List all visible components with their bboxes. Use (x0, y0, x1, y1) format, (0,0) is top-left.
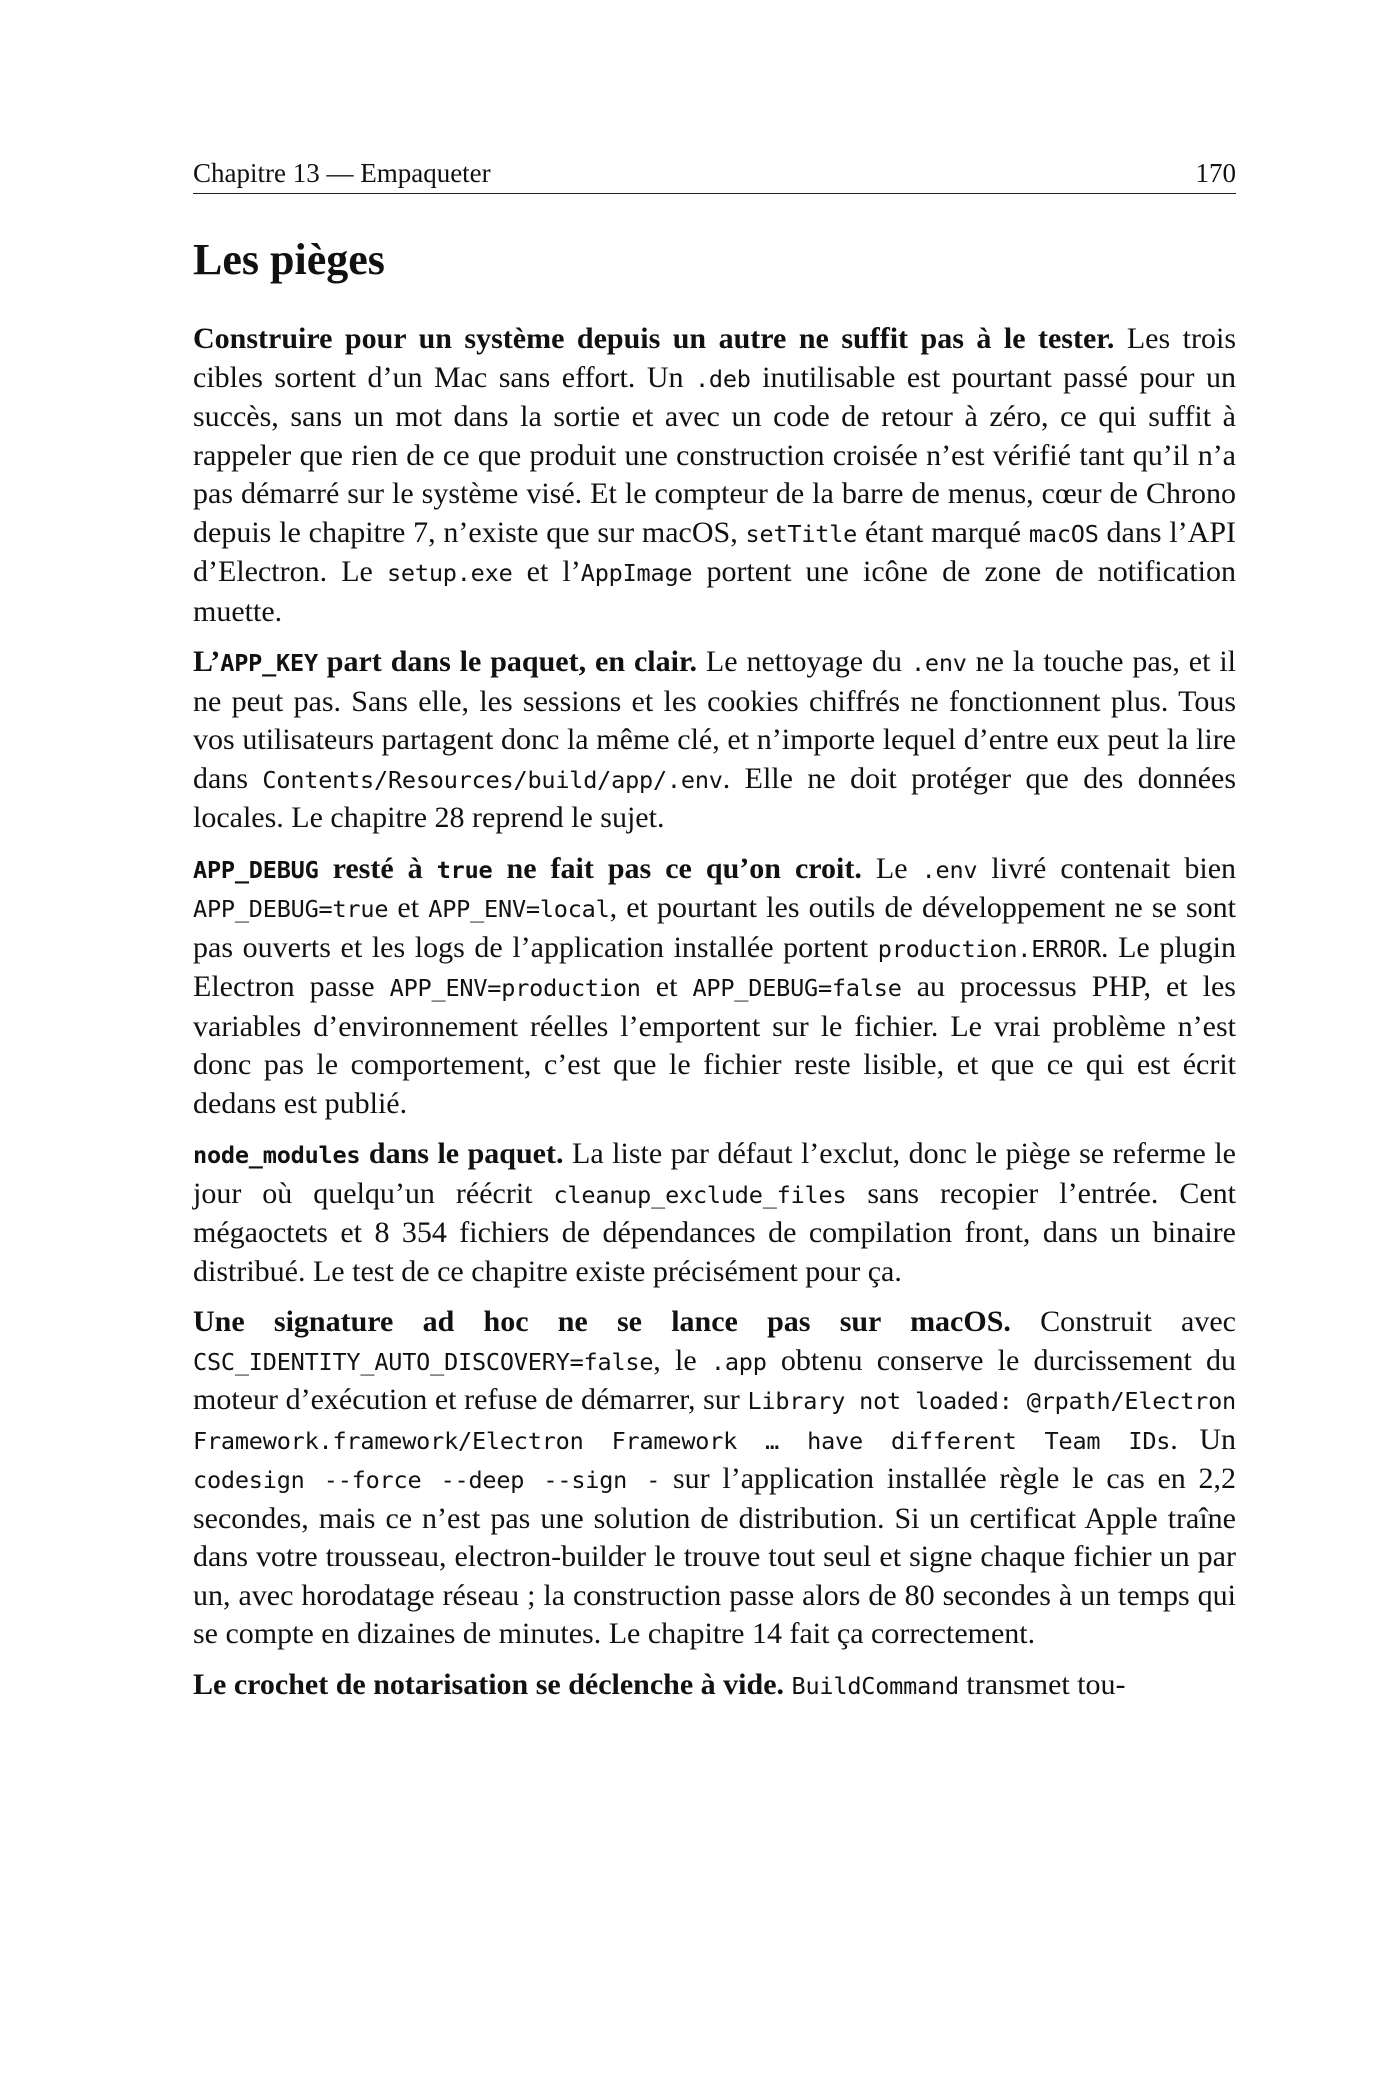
inline-code: APP_ENV=production (389, 974, 641, 1003)
text: sur l’application installée règle le cas en 2,2 secondes, mais ce n’est pas une solution de distribution. Si un certificat Apple traîne dans votre trousseau, electron-builder le trouve tout seul et signe chaque fichier un par un, avec horodatage réseau ; la construction passe alors de 80 secondes à un temps qui se compte en dizaines de minutes. Le chapitre 14 fait ça correctement. (193, 1462, 1237, 1651)
inline-code: .env (910, 649, 967, 678)
text: étant marqué (857, 515, 1029, 549)
text: . Un (1170, 1422, 1236, 1456)
inline-code: CSC_IDENTITY_AUTO_DISCOVERY=false (193, 1347, 654, 1376)
document-page (193, 158, 1236, 1717)
text: Le nettoyage du (697, 645, 911, 679)
text: Le (861, 851, 922, 885)
text: livré contenait bien (977, 851, 1237, 885)
inline-code: .env (921, 855, 978, 884)
text: au processus PHP, et les variables d’environnement réelles l’emportent sur le fichier. Le vrai problème n’est donc pas le comportement, c’est que le fichier reste lisible, et que ce qui est écrit dedans est publié. (193, 970, 1236, 1120)
paragraph-app-key (193, 643, 1236, 838)
paragraph-cross-build (193, 320, 1236, 631)
inline-code: setup.exe (386, 559, 513, 588)
inline-code: true (436, 855, 493, 884)
inline-code: node_modules (193, 1141, 361, 1170)
text: et (640, 970, 693, 1004)
inline-code: APP_DEBUG=false (692, 974, 902, 1003)
text: . Le plugin Electron passe (193, 930, 1237, 1004)
text: transmet tou- (958, 1667, 1126, 1701)
text: et l’ (512, 555, 581, 589)
text: et (388, 891, 429, 925)
text: sans recopier l’entrée. Cent mégaoctets et 8 354 fichiers de dépendances de compilation front, dans un binaire distribué. Le test de ce chapitre existe précisément pour ça. (193, 1176, 1237, 1288)
inline-code: .deb (694, 364, 751, 393)
paragraph-lead (193, 1137, 564, 1170)
text: dans le paquet. (360, 1137, 564, 1171)
inline-code: APP_ENV=local (428, 895, 610, 924)
text: , et pourtant les outils de développement ne se sont pas ouverts et les logs de l’application installée portent (193, 891, 1236, 964)
text: , le (653, 1343, 711, 1377)
inline-code: .app (710, 1347, 767, 1376)
paragraph-lead (193, 645, 697, 678)
paragraph-node-modules (193, 1135, 1236, 1291)
text: part dans le paquet, en clair. (317, 645, 697, 679)
inline-code: APP_DEBUG=true (193, 895, 389, 924)
inline-code: macOS (1028, 519, 1099, 548)
inline-code: production.ERROR (877, 934, 1101, 963)
paragraph-ad-hoc-signature (193, 1303, 1236, 1654)
text: La liste par défaut l’exclut, donc le piège se referme le jour où quelqu’un réécrit (193, 1137, 1236, 1210)
inline-code: BuildCommand (791, 1671, 959, 1700)
inline-code: AppImage (580, 559, 693, 588)
paragraph-lead: Une signature ad hoc ne se lance pas sur macOS. (193, 1305, 1011, 1339)
inline-code: APP_DEBUG (193, 855, 319, 884)
paragraph-notarization (193, 1666, 1236, 1706)
text: ne fait pas ce qu’on croit. (492, 851, 862, 885)
text: resté à (318, 851, 437, 885)
chapter-title: Chapitre 13 — Empaqueter (193, 158, 491, 188)
inline-code: codesign --force --deep --sign - (193, 1466, 661, 1495)
inline-code: cleanup_exclude_files (553, 1180, 847, 1209)
running-header (193, 158, 1236, 194)
text: dans l’API d’Electron. Le (193, 515, 1237, 589)
paragraph-app-debug (193, 850, 1236, 1124)
page-number: 170 (1195, 158, 1236, 188)
text (784, 1668, 792, 1701)
text: portent une icône de zone de notification muette. (193, 555, 1236, 628)
text: Construit avec (1010, 1305, 1236, 1339)
inline-code: setTitle (745, 519, 858, 548)
text: Les trois cibles sortent d’un Mac sans effort. Un (193, 322, 1236, 394)
inline-code: APP_KEY (220, 649, 318, 678)
text: L’ (193, 645, 221, 679)
inline-code: Library not loaded: @rpath/Electron Framework.framework/Electron Framework … have different Team IDs (193, 1387, 1236, 1455)
text: ne la touche pas, et il ne peut pas. Sans elle, les sessions et les cookies chiffrés ne fonctionnent plus. Tous vos utilisateurs partagent donc la même clé, et n’importe lequel d’entre eux peut la lire dans (193, 645, 1236, 795)
inline-code: Contents/Resources/build/app/.env (262, 765, 723, 794)
paragraph-lead (193, 852, 862, 885)
paragraph-lead: Construire pour un système depuis un autre ne suffit pas à le tester. (193, 322, 1115, 356)
text: obtenu conserve le durcissement du moteur d’exécution et refuse de démarrer, sur (193, 1343, 1236, 1417)
text: . Elle ne doit protéger que des données locales. Le chapitre 28 reprend le sujet. (193, 761, 1236, 835)
text: inutilisable est pourtant passé pour un succès, sans un mot dans la sortie et avec un code de retour à zéro, ce qui suffit à rappeler que rien de ce que produit une construction croisée n’est vérifié tant qu’il n’a pas démarré sur le système visé. Et le compteur de la barre de menus, cœur de Chrono depuis le chapitre 7, n’existe que sur macOS, (193, 360, 1236, 549)
section-title: Les pièges (193, 235, 385, 284)
paragraph-lead: Le crochet de notarisation se déclenche à vide. (193, 1667, 785, 1701)
